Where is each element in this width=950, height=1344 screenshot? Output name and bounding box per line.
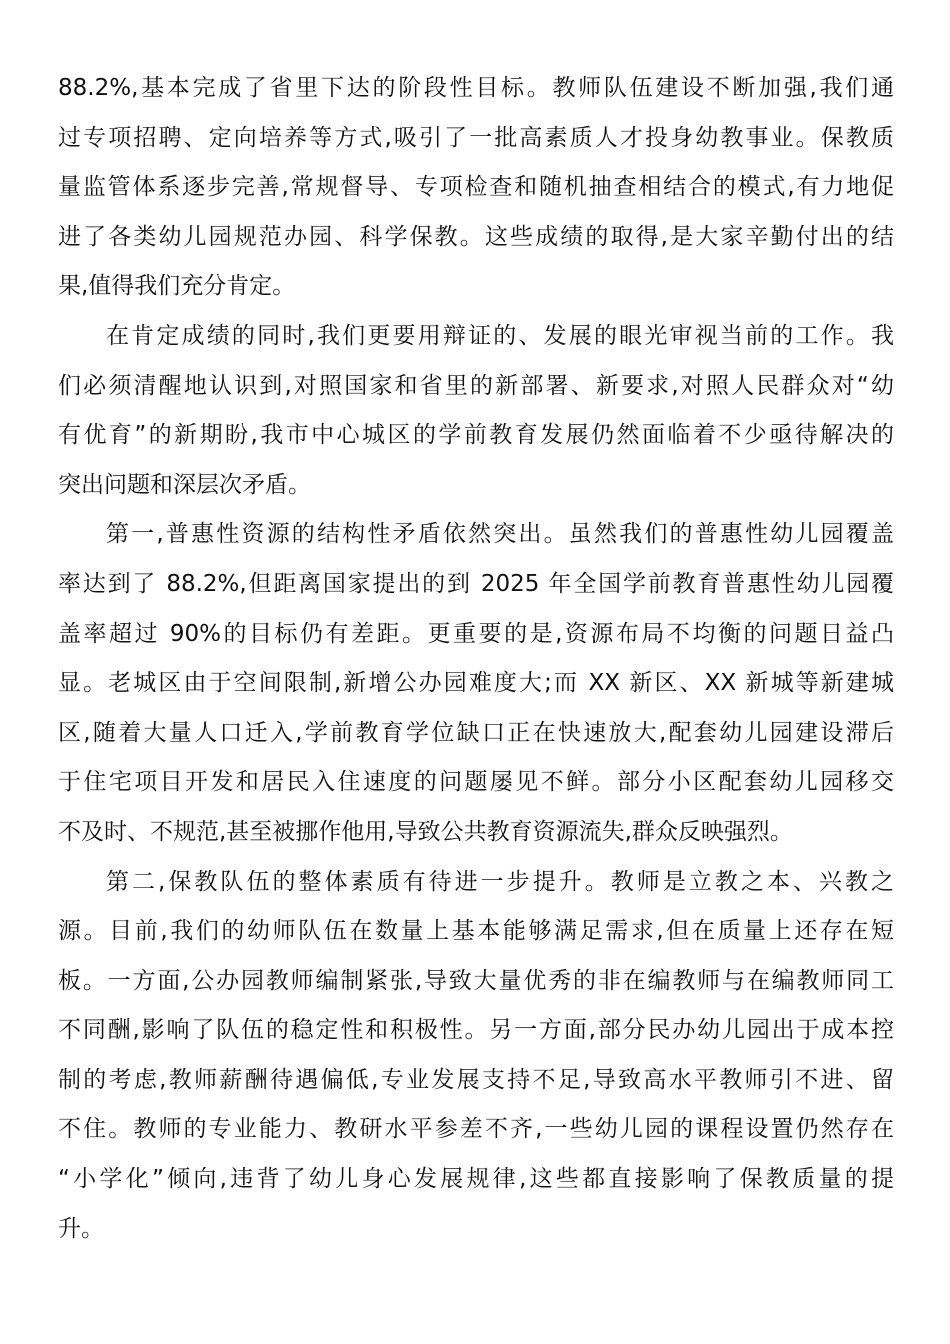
text-line: 升。 (58, 1215, 104, 1242)
text-line: 88.2%,基本完成了省里下达的阶段性目标。教师队伍建设不断加强,我们通 (58, 75, 894, 101)
text-line: 过专项招聘、定向培养等方式,吸引了一批高素质人才投身幼教事业。保教质 (58, 124, 894, 151)
text-line: 率达到了 88.2%,但距离国家提出的到 2025 年全国学前教育普惠性幼儿园覆 (58, 570, 894, 597)
text-line: 制的考虑,教师薪酬待遇偏低,专业发展支持不足,导致高水平教师引不进、留 (58, 1066, 894, 1093)
text-line: 不住。教师的专业能力、教研水平参差不齐,一些幼儿园的课程设置仍然存在 (58, 1116, 894, 1143)
text-line: 显。老城区由于空间限制,新增公办园难度大;而 XX 新区、XX 新城等新建城 (58, 670, 894, 697)
paragraph-first-line: 在肯定成绩的同时,我们更要用辩证的、发展的眼光审视当前的工作。我 (106, 322, 894, 349)
text-line: 不同酬,影响了队伍的稳定性和积极性。另一方面,部分民办幼儿园出于成本控 (58, 1017, 894, 1044)
text-line: 们必须清醒地认识到,对照国家和省里的新部署、新要求,对照人民群众对“幼 (58, 372, 894, 399)
text-line: 有优育”的新期盼,我市中心城区的学前教育发展仍然面临着不少亟待解决的 (58, 422, 894, 449)
document-page (58, 64, 894, 1254)
paragraph-first-line: 第二,保教队伍的整体素质有待进一步提升。教师是立教之本、兴教之 (106, 868, 894, 895)
text-line: 盖率超过 90%的目标仍有差距。更重要的是,资源布局不均衡的问题日益凸 (58, 620, 894, 647)
paragraph-first-line: 第一,普惠性资源的结构性矛盾依然突出。虽然我们的普惠性幼儿园覆盖 (106, 521, 894, 548)
text-line: 于住宅项目开发和居民入住速度的问题屡见不鲜。部分小区配套幼儿园移交 (58, 769, 894, 796)
text-line: 板。一方面,公办园教师编制紧张,导致大量优秀的非在编教师与在编教师同工 (58, 967, 894, 994)
text-line: 不及时、不规范,甚至被挪作他用,导致公共教育资源流失,群众反映强烈。 (58, 818, 793, 845)
text-line: 量监管体系逐步完善,常规督导、专项检查和随机抽查相结合的模式,有力地促 (58, 174, 894, 201)
text-line: “小学化”倾向,违背了幼儿身心发展规律,这些都直接影响了保教质量的提 (58, 1166, 894, 1193)
text-line: 果,值得我们充分肯定。 (58, 273, 296, 300)
text-line: 进了各类幼儿园规范办园、科学保教。这些成绩的取得,是大家辛勤付出的结 (58, 223, 894, 250)
text-line: 源。目前,我们的幼师队伍在数量上基本能够满足需求,但在质量上还存在短 (58, 918, 894, 945)
text-line: 突出问题和深层次矛盾。 (58, 471, 311, 498)
text-line: 区,随着大量人口迁入,学前教育学位缺口正在快速放大,配套幼儿园建设滞后 (58, 719, 894, 746)
